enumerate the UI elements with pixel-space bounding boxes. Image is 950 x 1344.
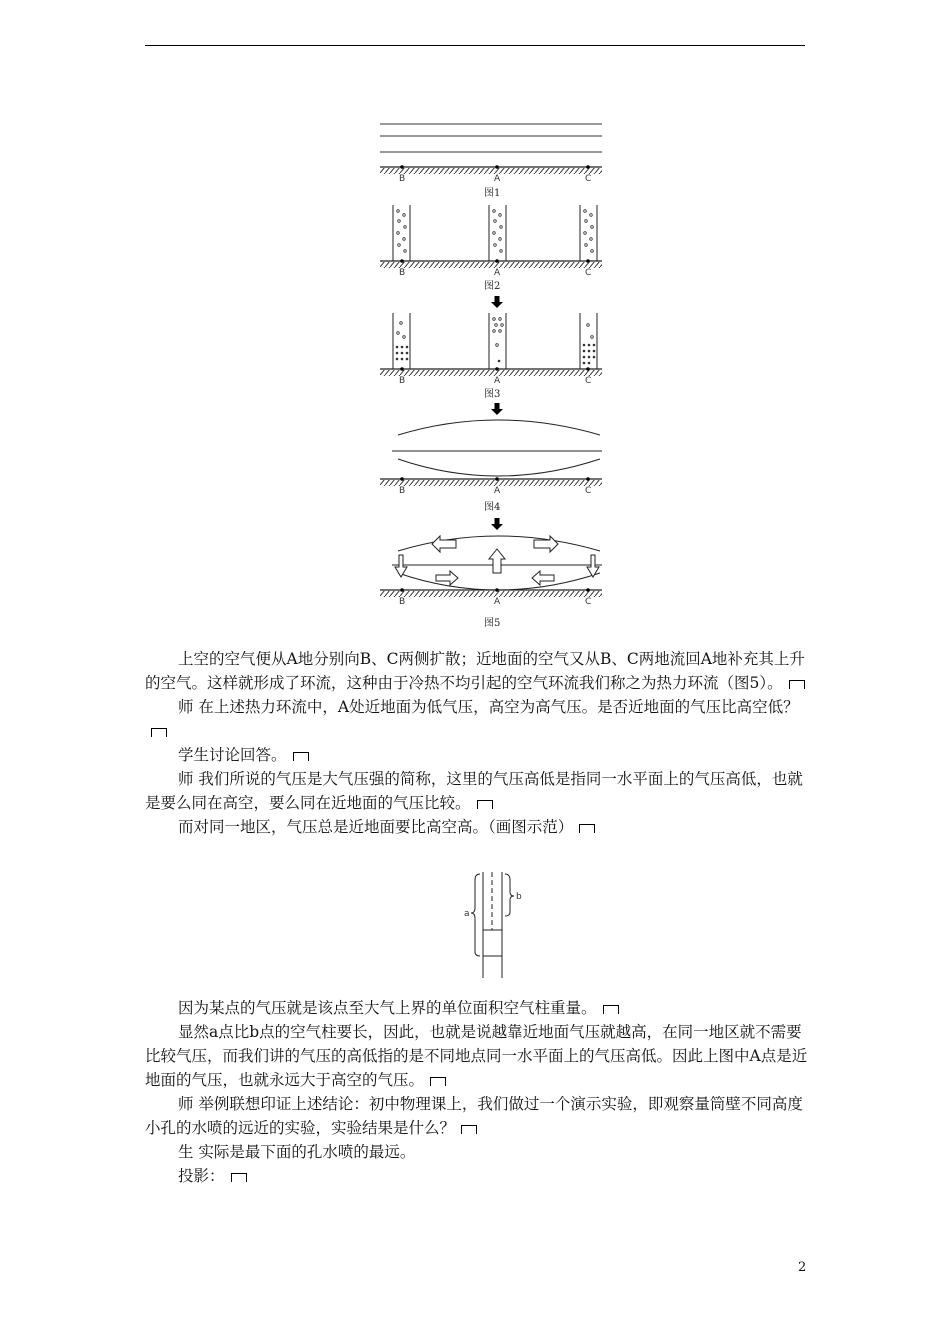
paragraph: 投影： (145, 1164, 810, 1188)
paragraph-mark-icon (430, 1077, 446, 1086)
paragraph: 生 实际是最下面的孔水喷的最远。 (178, 1143, 416, 1161)
paragraph: 师 举例联想印证上述结论：初中物理课上，我们做过一个演示实验，即观察量筒壁不同高度小孔的水喷的远近的实验，实验结果是什么？ (145, 1095, 803, 1137)
paragraph-mark-icon (579, 824, 595, 833)
ground-label-a: A (494, 174, 501, 184)
paragraph-mark-icon (151, 728, 167, 737)
ground-label-c: C (585, 268, 592, 278)
paragraph-mark-icon (461, 1125, 477, 1134)
ground-label-b: B (399, 486, 406, 496)
air-column-diagram (460, 870, 530, 980)
caption-fig2: 图2 (484, 281, 501, 292)
ground-label-c: C (585, 486, 592, 496)
ground-label-a: A (494, 376, 501, 386)
paragraph: 因为某点的气压就是该点至大气上界的单位面积空气柱重量。 (145, 996, 810, 1020)
ground-label-a: A (494, 486, 501, 496)
caption-fig4: 图4 (484, 502, 501, 513)
figure-1 (380, 124, 602, 199)
paragraph-mark-icon (603, 1005, 619, 1014)
ground-label-c: C (585, 597, 592, 607)
column-label-b: b (516, 892, 522, 902)
caption-fig5: 图5 (484, 618, 501, 629)
ground-label-b: B (399, 268, 406, 278)
text-block-upper (145, 647, 810, 839)
page-number: 2 (798, 1260, 807, 1275)
paragraph: 学生讨论回答。 (145, 743, 810, 767)
figure-4 (392, 420, 602, 476)
figure-2 (380, 205, 602, 292)
paragraph-mark-icon (477, 800, 493, 809)
header-rule (145, 45, 805, 46)
paragraph: 显然a点比b点的空气柱要长，因此，也就是说越靠近地面气压就越高，在同一地区就不需要比较气压，而我们讲的气压的高低指的是不同地点同一水平面上的气压高低。因此上图中A点是近地面的气压，也就永远大于高空的气压。 (145, 1023, 808, 1089)
ground-label-c: C (585, 174, 592, 184)
paragraph-mark-icon (231, 1173, 247, 1182)
ground-label-a: A (494, 597, 501, 607)
ground-label-b: B (399, 597, 406, 607)
figure-5 (380, 536, 602, 629)
figure-3 (380, 313, 602, 400)
caption-fig1: 图1 (484, 188, 501, 199)
paragraph: 上空的空气便从A地分别向B、C两侧扩散；近地面的空气又从B、C两地流回A地补充其上升的空气。这样就形成了环流，这种由于冷热不均引起的空气环流我们称之为热力环流（图5）。 (145, 650, 805, 692)
ground-label-b: B (399, 376, 406, 386)
text-block-lower (145, 996, 810, 1188)
ground-label-c: C (585, 376, 592, 386)
column-label-a: a (464, 909, 470, 919)
caption-fig3: 图3 (484, 389, 501, 400)
ground-label-a: A (494, 268, 501, 278)
paragraph: 而对同一地区，气压总是近地面要比高空高。（画图示范） (145, 815, 810, 839)
paragraph: 师 在上述热力环流中，A处近地面为低气压，高空为高气压。是否近地面的气压比高空低？ (145, 695, 810, 743)
paragraph: 师 我们所说的气压是大气压强的简称，这里的气压高低是指同一水平面上的气压高低，也就是要么同在高空，要么同在近地面的气压比较。 (145, 770, 803, 812)
thermal-circulation-figure (370, 115, 610, 635)
ground-label-b: B (399, 174, 406, 184)
paragraph-mark-icon (293, 752, 309, 761)
paragraph-mark-icon (789, 680, 805, 689)
